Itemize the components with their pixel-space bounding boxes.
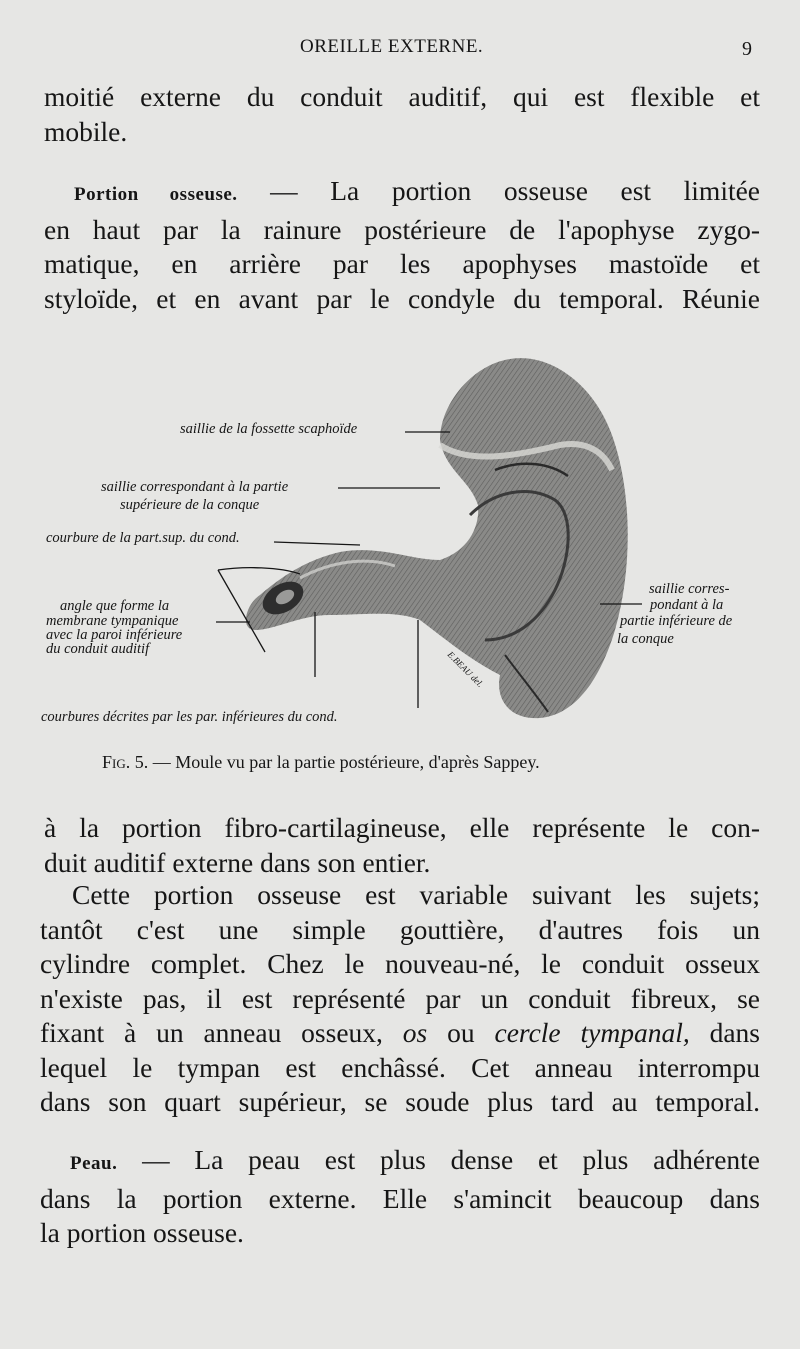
italic-term: os — [402, 1017, 428, 1048]
text-line: en haut par la rainure postérieure de l'apophyse zygo- — [44, 213, 760, 245]
text-span: fixant à un anneau osseux, — [40, 1017, 403, 1048]
paragraph-peau — [40, 1143, 760, 1251]
label-conque-inf-3: partie inférieure de — [620, 613, 733, 629]
label-conque-inf-1: saillie corres- — [649, 581, 730, 597]
paragraph-4 — [40, 878, 760, 1120]
text-line: cylindre complet. Chez le nouveau-né, le conduit osseux — [40, 948, 760, 979]
running-title: OREILLE EXTERNE. — [300, 36, 484, 57]
label-angle-3: avec la paroi inférieure — [46, 627, 183, 643]
paragraph-portion-osseuse — [44, 174, 760, 316]
italic-term: cercle tympanal, — [494, 1017, 690, 1048]
section-lead: Peau. — [70, 1153, 118, 1174]
label-conque-inf-2: pondant à la — [650, 597, 724, 613]
text-line: styloïde, et en avant par le condyle du temporal. Réunie — [44, 282, 760, 314]
label-conque-inf-4: la conque — [617, 631, 674, 647]
text-line: mobile. — [44, 115, 128, 147]
text-span: dans — [689, 1017, 760, 1048]
label-angle-4: du conduit auditif — [46, 641, 150, 657]
label-conque-sup-2: supérieure de la conque — [120, 497, 260, 513]
label-conque-sup-1: saillie correspondant à la partie — [101, 479, 289, 495]
text-span: — La peau est plus dense et plus adhérente — [117, 1144, 760, 1175]
text-line: dans la portion externe. Elle s'amincit beaucoup dans — [40, 1182, 760, 1214]
text-line — [40, 1016, 760, 1051]
text-line: dans son quart supérieur, se soude plus tard au temporal. — [40, 1086, 760, 1117]
label-angle-2: membrane tympanique — [46, 613, 179, 629]
text-span: — La portion osseuse est limitée — [237, 175, 761, 206]
page-number: 9 — [742, 38, 752, 60]
text-line — [44, 174, 760, 213]
figure-number: Fig. 5. — [102, 752, 149, 772]
text-line: lequel le tympan est enchâssé. Cet anneau interrompu — [40, 1051, 760, 1083]
paragraph-3 — [44, 811, 760, 880]
text-line: n'existe pas, il est représenté par un conduit fibreux, se — [40, 982, 760, 1014]
label-scaphoide: saillie de la fossette scaphoïde — [180, 421, 358, 437]
label-courbure: courbure de la part.sup. du cond. — [46, 530, 240, 546]
artist-signature: E.BEAU del. — [445, 649, 486, 690]
label-angle-1: angle que forme la — [60, 598, 170, 614]
text-line: à la portion fibro-cartilagineuse, elle représente le con- — [44, 812, 760, 843]
text-line: la portion osseuse. — [40, 1217, 244, 1248]
section-lead: Portion osseuse. — [74, 184, 238, 205]
text-line: moitié externe du conduit auditif, qui est flexible et — [44, 81, 760, 112]
text-span: ou — [427, 1017, 495, 1048]
paragraph-1 — [44, 80, 760, 149]
caption-text: — Moule vu par la partie postérieure, d'après Sappey. — [148, 752, 540, 772]
label-courbures: courbures décrites par les par. inférieures du cond. — [41, 709, 338, 725]
text-line — [40, 1143, 760, 1182]
text-line: tantôt c'est une simple gouttière, d'autres fois un — [40, 913, 760, 945]
text-line: duit auditif externe dans son entier. — [44, 846, 431, 878]
cast-illustration — [246, 358, 628, 718]
text-line: matique, en arrière par les apophyses mastoïde et — [44, 248, 760, 279]
text-line: Cette portion osseuse est variable suivant les sujets; — [72, 879, 760, 910]
figure-caption — [102, 752, 540, 773]
